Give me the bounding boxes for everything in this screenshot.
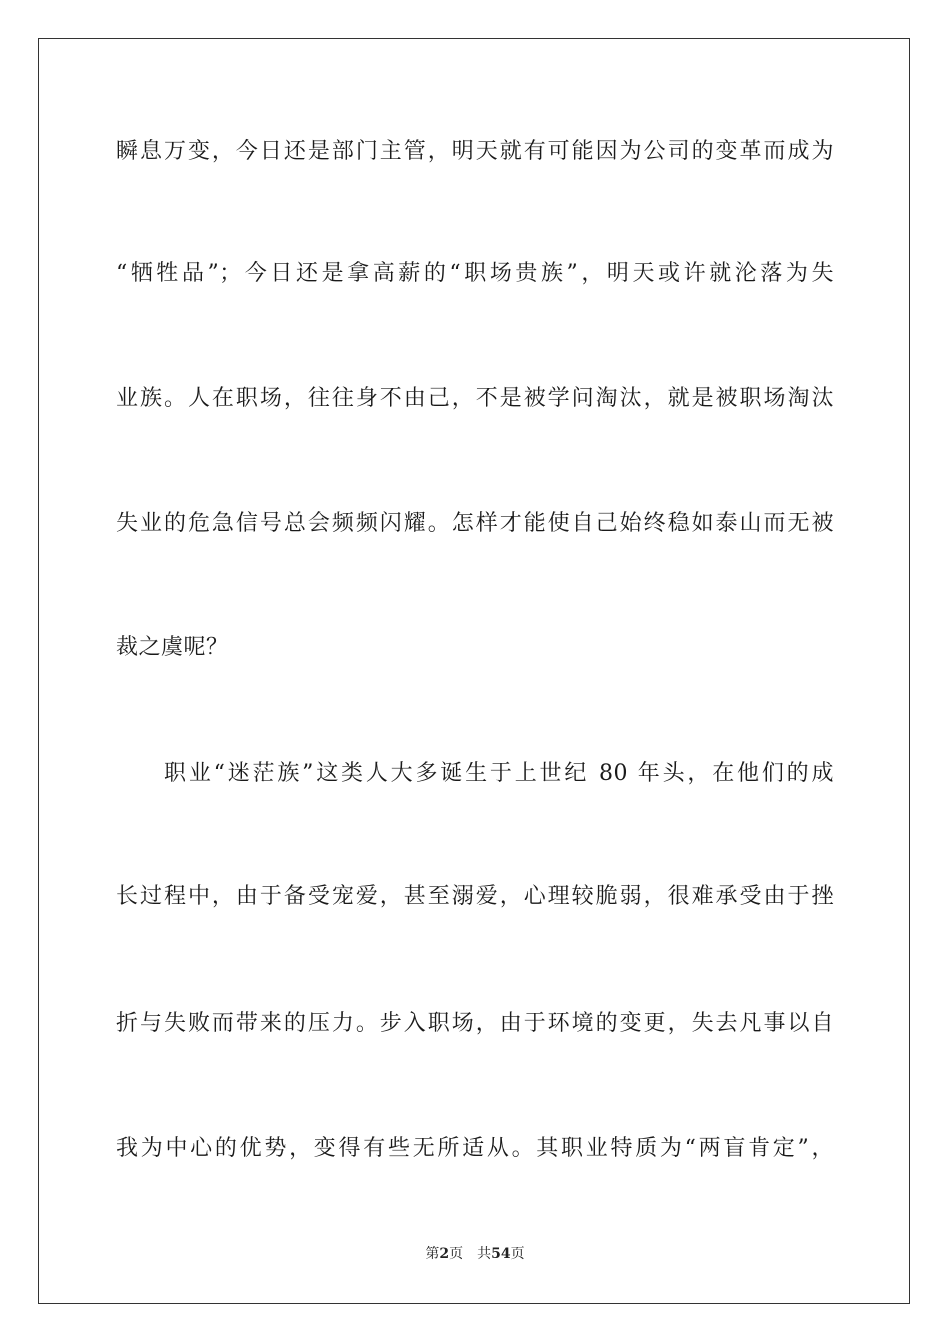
page-total: 54 [491,1246,511,1262]
total-prefix: 共 [477,1246,492,1262]
text-line: 裁之虞呢？ [116,635,229,660]
page-prefix: 第 [425,1246,440,1262]
text-line: 失业的危急信号总会频频闪耀。怎样才能使自己始终稳如泰山而无被 [116,511,834,536]
page-number: 2 [439,1246,450,1262]
text-line: 瞬息万变，今日还是部门主管，明天就有可能因为公司的变革而成为 [116,139,834,164]
paragraph-first-line: 职业“迷茫族”这类人大多诞生于上世纪 80 年头，在他们的成 [164,761,834,786]
text-line: 我为中心的优势，变得有些无所适从。其职业特质为“两盲肯定”， [116,1136,834,1161]
page-unit: 页 [449,1246,464,1262]
text-line: 折与失败而带来的压力。步入职场，由于环境的变更，失去凡事以自 [116,1011,834,1036]
text-line: 业族。人在职场，往往身不由己，不是被学问淘汰，就是被职场淘汰 [116,386,834,411]
total-unit: 页 [510,1246,525,1262]
text-line: 长过程中，由于备受宠爱，甚至溺爱，心理较脆弱，很难承受由于挫 [116,884,834,909]
text-line: “牺牲品”；今日还是拿高薪的“职场贵族”，明天或许就沦落为失 [116,261,834,286]
page-border [38,38,910,1304]
page-footer [0,1244,950,1264]
